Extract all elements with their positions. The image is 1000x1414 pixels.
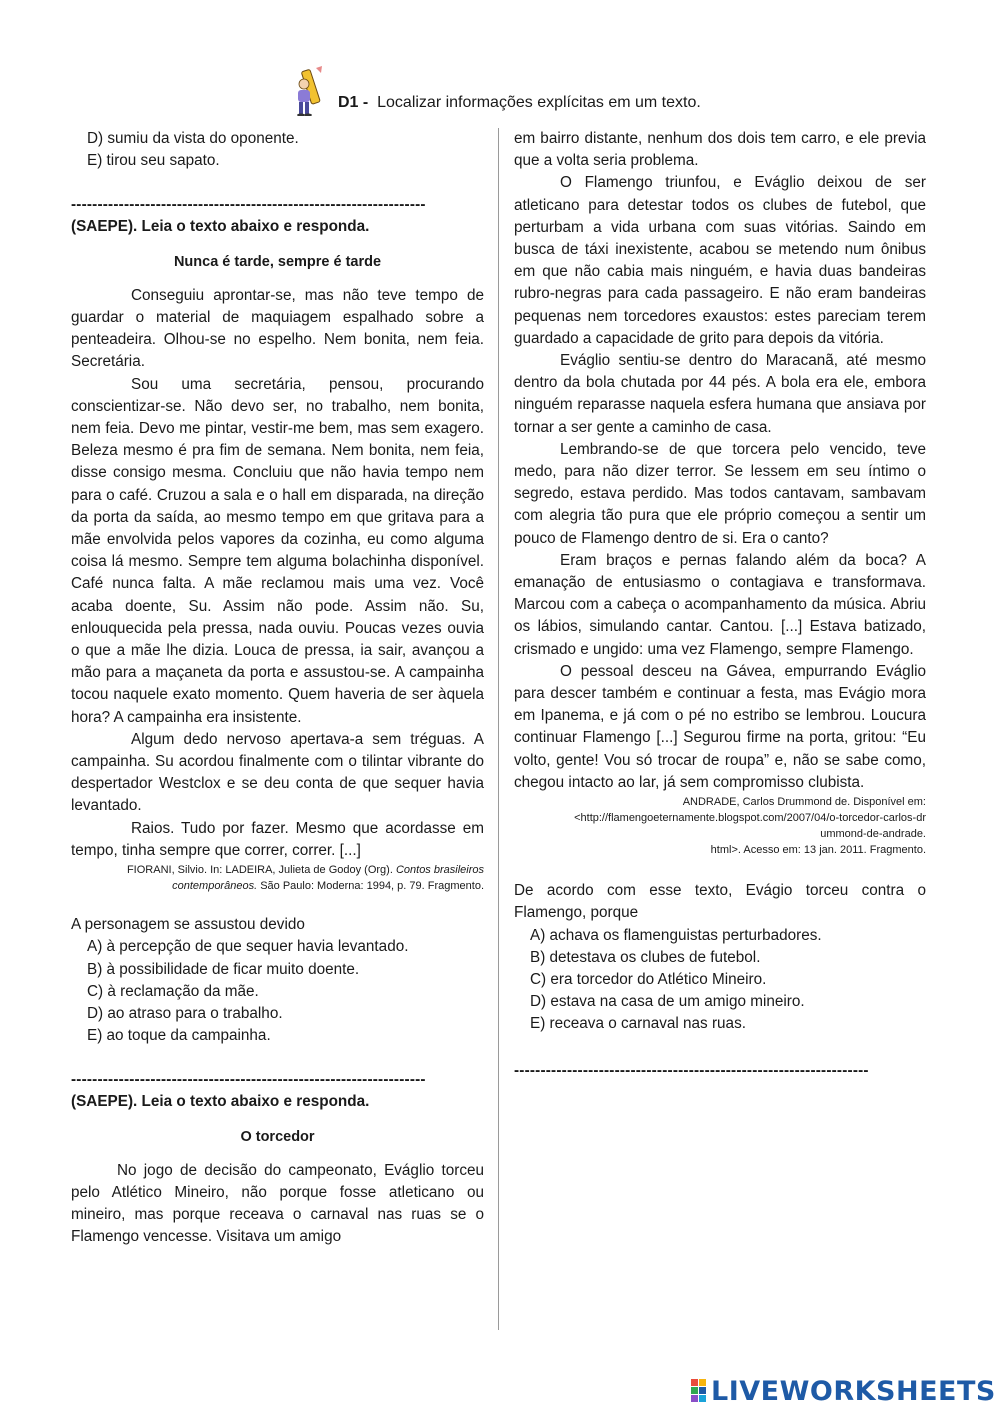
right-column — [514, 128, 926, 1082]
liveworksheets-logo — [691, 1376, 996, 1407]
answer-option: B) à possibilidade de ficar muito doente. — [87, 960, 360, 978]
header-title — [338, 94, 701, 112]
text-paragraph: Conseguiu aprontar-se, mas não teve tempo de guardar o material de maquiagem espalhado sobre a penteadeira. Olhou-se no espelho. Nem bonita, nem feia. Secretária. — [71, 286, 484, 371]
left-column — [71, 128, 484, 1249]
text-paragraph: Algum dedo nervoso apertava-a sem tréguas. A campainha. Su acordou finalmente com o tilintar vibrante do despertador Westclox e se deu conta de que sequer havia levantado. — [71, 730, 484, 815]
answer-option: E) ao toque da campainha. — [87, 1027, 271, 1045]
answer-option: D) estava na casa de um amigo mineiro. — [530, 993, 805, 1011]
text-paragraph: em bairro distante, nenhum dos dois tem carro, e ele previa que a volta seria problema. — [514, 130, 926, 170]
text-paragraph: Eram braços e pernas falando além da boca? A emanação de entusiasmo o contagiava e transformava. Marcou com a cabeça o acompanhamento da música. Abriu os lábios, simulando cantar. Cantou. [...] Estava batizado, crismado e ungido: uma vez Flamengo, sempre Flamengo. — [514, 551, 926, 658]
descriptor-text: Localizar informações explícitas em um texto. — [377, 94, 701, 111]
source-text: html>. Acesso em: 13 jan. 2011. Fragmento. — [710, 844, 926, 857]
separator-line: ------------------------------------------------------------------- — [71, 196, 426, 214]
source-text: São Paulo: Moderna: 1994, p. 79. Fragmento. — [260, 880, 484, 893]
question-stem: A personagem se assustou devido — [71, 916, 305, 934]
answer-option: E) receava o carnaval nas ruas. — [530, 1015, 746, 1033]
text-title: Nunca é tarde, sempre é tarde — [173, 253, 382, 270]
answer-option: A) achava os flamenguistas perturbadores. — [530, 926, 822, 944]
answer-option: A) à percepção de que sequer havia levantado. — [87, 938, 409, 956]
source-text: ummond-de-andrade. — [820, 828, 926, 841]
separator-line: ------------------------------------------------------------------- — [71, 1071, 426, 1089]
logo-blocks-icon — [691, 1379, 707, 1403]
source-book-title: Contos brasileiros contemporâneos. — [172, 864, 484, 893]
text-paragraph: Sou uma secretária, pensou, procurando conscientizar-se. Não devo ser, no trabalho, nem bonita, nem feia. Devo me pintar, vestir-me bem, mas sem exagero. Beleza mesmo é pra fim de semana. Nem bonita, nem feia, disse consigo mesma. Concluiu que não havia tempo nem para o café. Cruzou a sala e o hall em disparada, na direção da porta da saída, ao mesmo tempo em que gritava para a mãe envolvida pelos vapores da cozinha, eu como alguma coisa lá mesmo. Sempre tem alguma bolachinha disponível. Café nunca falta. A mãe reclamou mais uma vez. Você acaba doente, Su. Assim não pode. Assim não. Su, enlouquecida pela pressa, nada ouviu. Poucas vezes ouvia o que a mãe lhe dizia. Louca de pressa, ia sair, avançou a mão para a maçaneta da porta e assustou-se. A campainha tocou naquele exato momento. Quem haveria de ser àquela hora? A campainha era insistente. — [71, 375, 484, 726]
text-paragraph: Raios. Tudo por fazer. Mesmo que acordasse em tempo, tinha sempre que correr, correr. [...] — [71, 819, 484, 859]
text-paragraph: Eváglio sentiu-se dentro do Maracanã, até mesmo dentro da bola chutada por 44 pés. A bola era ele, embora ninguém reparasse naquela esfera humana que ansiava por tornar a ser gente a caminho de casa. — [514, 352, 926, 436]
source-text: <http://flamengoeternamente.blogspot.com/2007/04/o-torcedor-carlos-dr — [574, 812, 926, 825]
descriptor-code: D1 - — [338, 94, 369, 111]
text-paragraph: No jogo de decisão do campeonato, Eváglio torceu pelo Atlético Mineiro, não porque fosse atleticano ou mineiro, mas porque receava o carnaval nas ruas se o Flamengo vencesse. Visitava um amigo — [71, 1161, 484, 1246]
answer-option: C) era torcedor do Atlético Mineiro. — [530, 970, 767, 988]
question-stem: De acordo com esse texto, Evágio torceu contra o Flamengo, porque — [514, 882, 926, 922]
answer-option: E) tirou seu sapato. — [87, 152, 220, 170]
column-divider — [498, 128, 499, 1330]
answer-option: D) sumiu da vista do oponente. — [87, 130, 299, 147]
separator-line: ------------------------------------------------------------------- — [514, 1061, 869, 1079]
answer-option: B) detestava os clubes de futebol. — [530, 948, 761, 966]
text-paragraph: O pessoal desceu na Gávea, empurrando Eváglio para descer também e continuar a festa, mas Evágio mora em Ipanema, e já com o pé no estribo se lembrou. Loucura continuar Flamengo [...] Segurou firme na porta, gritou: “Eu volto, gente! Vou só trocar de roupa” e, não se sabe como, chegou intacto ao lar, já sem compromisso clubista. — [514, 662, 926, 791]
question-label: (SAEPE). Leia o texto abaixo e responda. — [71, 1093, 370, 1111]
page-header — [292, 66, 892, 116]
answer-option: C) à reclamação da mãe. — [87, 982, 259, 1000]
brand-name: LIVEWORKSHEETS — [711, 1376, 996, 1407]
answer-option: D) ao atraso para o trabalho. — [87, 1004, 283, 1022]
text-source — [71, 862, 484, 894]
source-text: ANDRADE, Carlos Drummond de. Disponível em: — [682, 796, 926, 809]
text-paragraph: Lembrando-se de que torcera pelo vencido, teve medo, para não dizer terror. Se lessem em seu íntimo o segredo, estava perdido. Mas todos cantavam, sambavam com alegria tão pura que ele próprio começou a sentir um pouco de Flamengo dentro de si. Era o canto? — [514, 440, 926, 547]
pencil-character-icon — [292, 66, 332, 116]
question-label: (SAEPE). Leia o texto abaixo e responda. — [71, 218, 370, 236]
source-text: FIORANI, Silvio. In: LADEIRA, Julieta de Godoy (Org). — [126, 864, 393, 877]
text-paragraph: O Flamengo triunfou, e Eváglio deixou de ser atleticano para detestar todos os clubes de futebol, que perturbam a vida urbana com suas vitórias. Saindo em busca de táxi inexistente, acabou se metendo num ônibus em que não cabia mais ninguém, e havia duas bandeiras rubro-negras para cada passageiro. E não eram bandeiras pequenas nem torcedores exaustos: estes pareciam terem guardado a capacidade de grito para depois da vitória. — [514, 174, 926, 347]
text-title: O torcedor — [240, 1128, 315, 1145]
